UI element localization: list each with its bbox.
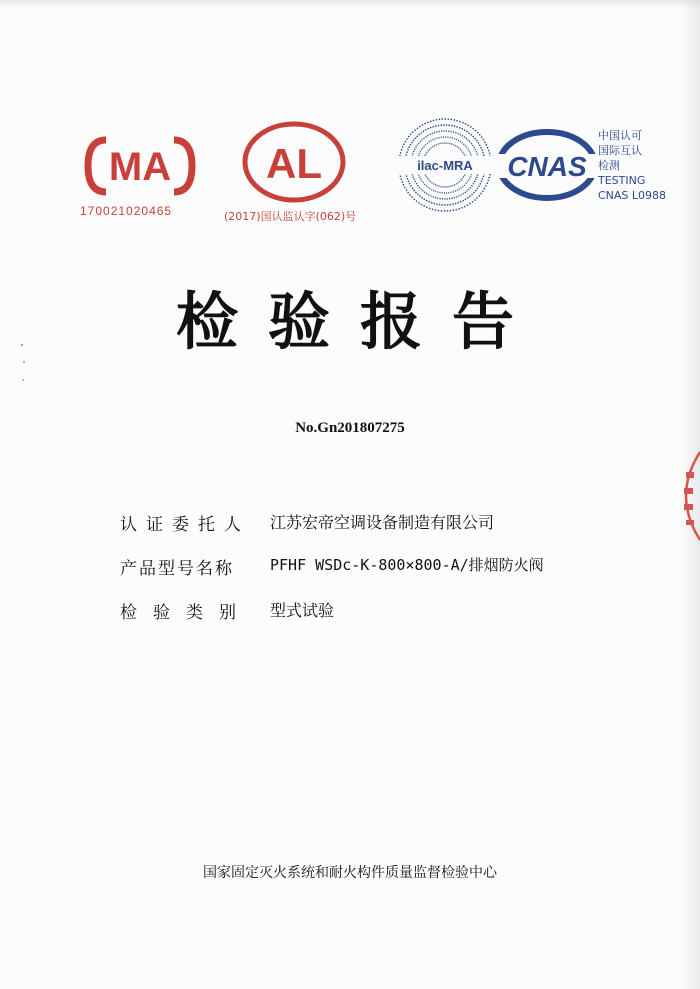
info-row-test-type	[120, 598, 640, 642]
cnas-text-line: TESTING	[598, 174, 646, 187]
cal-logo-text: AL	[266, 140, 322, 187]
info-row-client	[120, 510, 640, 554]
cma-logo	[84, 134, 196, 198]
scan-specks	[18, 340, 28, 390]
info-row-product	[120, 554, 640, 598]
cnas-logo-text: CNAS	[507, 151, 587, 182]
partial-stamp-edge	[668, 448, 700, 544]
client-label: 认证委托人	[120, 515, 250, 535]
cal-logo	[240, 120, 348, 204]
cnas-text-line: 检测	[598, 159, 620, 172]
cnas-text-line: 国际互认	[598, 144, 642, 157]
product-label: 产品型号名称	[120, 559, 234, 579]
cma-logo-text: MA	[108, 145, 172, 189]
cnas-text-line: 中国认可	[598, 129, 642, 142]
client-value: 江苏宏帝空调设备制造有限公司	[270, 513, 495, 532]
cma-number: 170021020465	[80, 204, 173, 218]
report-number: No.Gn201807275	[295, 420, 405, 436]
ilac-mra-logo-text: ilac-MRA	[417, 158, 473, 173]
report-info-table	[120, 510, 640, 642]
ilac-mra-logo	[396, 116, 494, 214]
cnas-text-line: CNAS L0988	[598, 189, 667, 202]
product-value: PFHF WSDc-K-800×800-A/排烟防火阀	[270, 556, 544, 574]
cnas-accreditation-text	[598, 128, 698, 203]
report-title: 检验报告	[175, 285, 544, 358]
test-type-label: 检验类别	[120, 603, 252, 623]
test-type-value: 型式试验	[270, 601, 335, 620]
cnas-logo	[496, 128, 598, 202]
cal-accreditation-caption: (2017)国认监认字(062)号	[224, 210, 357, 223]
page-edge-shadow-top	[0, 0, 700, 8]
testing-organization: 国家固定灭火系统和耐火构件质量监督检验中心	[203, 865, 497, 881]
